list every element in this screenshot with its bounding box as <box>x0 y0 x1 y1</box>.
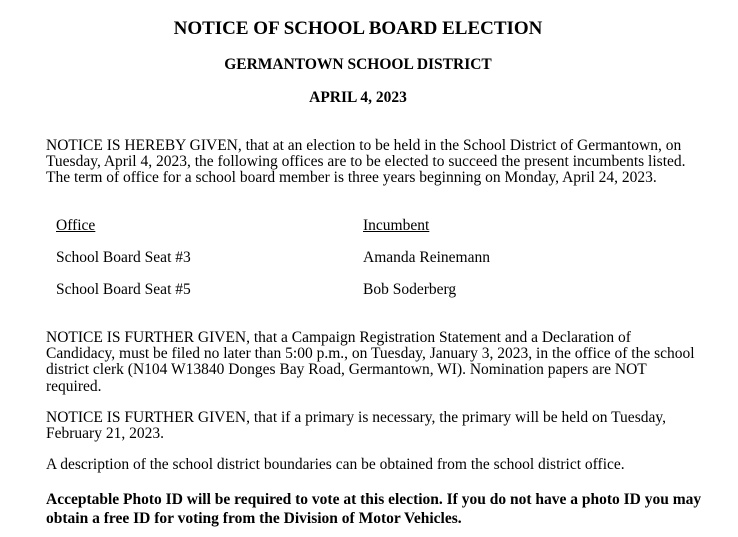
incumbent-cell: Bob Soderberg <box>363 281 457 298</box>
election-date: APRIL 4, 2023 <box>309 89 407 106</box>
registration-paragraph: NOTICE IS FURTHER GIVEN, that a Campaign Registration Statement and a Declaration of Candidacy, must be filed no later than 5:00 p.m., on Tuesday, January 3, 2023, in the office of the school district clerk (N104 W13840 Donges Bay Road, Germantown, WI). Nomination papers are NOT required. <box>46 329 695 395</box>
boundaries-paragraph: A description of the school district boundaries can be obtained from the school district office. <box>46 456 625 473</box>
district-name: GERMANTOWN SCHOOL DISTRICT <box>224 56 492 73</box>
primary-paragraph: NOTICE IS FURTHER GIVEN, that if a primary is necessary, the primary will be held on Tuesday, February 21, 2023. <box>46 409 666 443</box>
office-cell: School Board Seat #3 <box>56 249 191 266</box>
photo-id-paragraph: Acceptable Photo ID will be required to vote at this election. If you do not have a photo ID you may obtain a free ID for voting from the Division of Motor Vehicles. <box>46 491 702 527</box>
intro-paragraph: NOTICE IS HEREBY GIVEN, that at an election to be held in the School District of Germantown, on Tuesday, April 4, 2023, the following offices are to be elected to succeed the present incumbents listed. The term of office for a school board member is three years beginning on Monday, April 24, 2023. <box>46 137 686 187</box>
office-cell: School Board Seat #5 <box>56 281 191 298</box>
incumbent-column-header: Incumbent <box>363 217 430 234</box>
incumbent-cell: Amanda Reinemann <box>363 249 490 266</box>
office-column-header: Office <box>56 217 96 234</box>
notice-title: NOTICE OF SCHOOL BOARD ELECTION <box>173 18 543 39</box>
